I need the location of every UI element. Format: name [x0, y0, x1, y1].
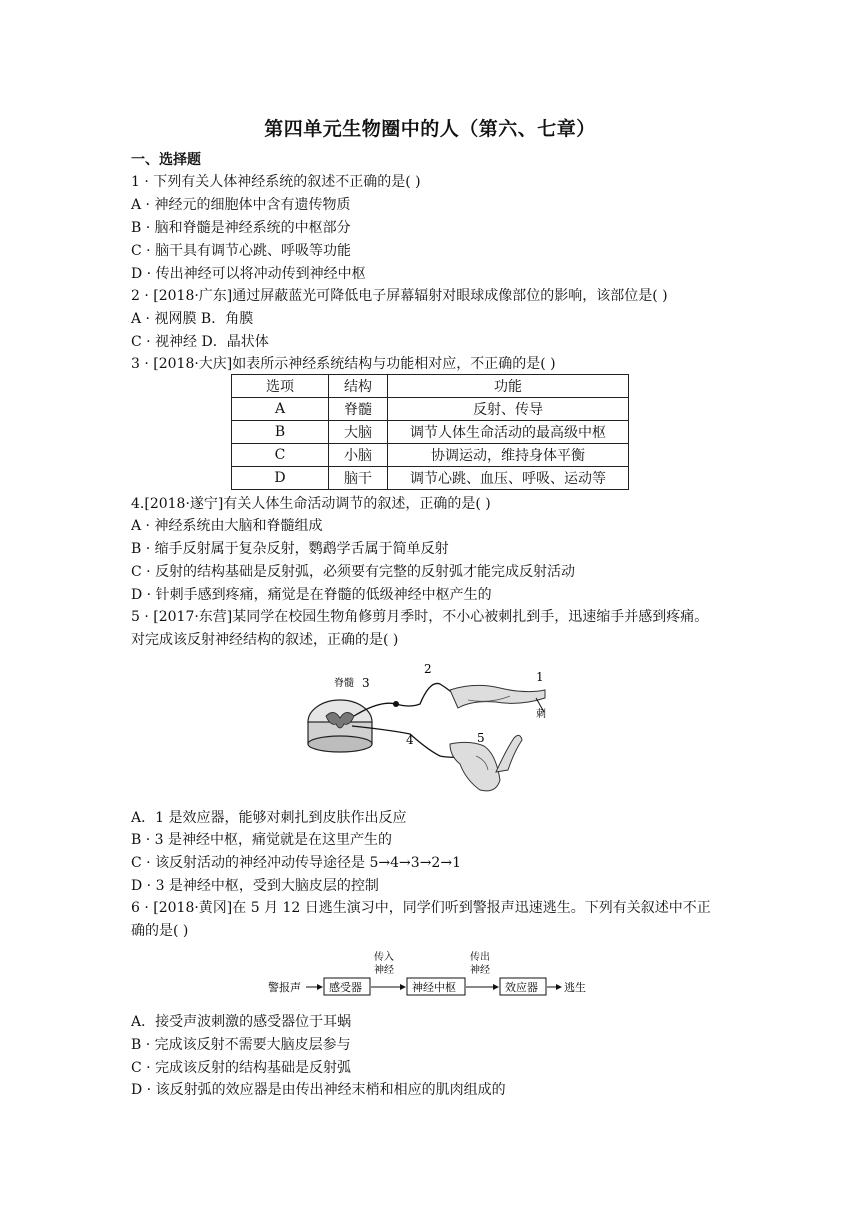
- label-3: 3: [362, 676, 370, 690]
- flow-start: 警报声: [268, 981, 301, 994]
- spinal-cord-label: 脊髓: [334, 678, 354, 689]
- flow-afferent-2: 神经: [374, 965, 394, 976]
- table-row: [232, 421, 629, 444]
- q1-option-c: C · 脑干具有调节心跳、呼吸等功能: [131, 243, 352, 259]
- table-cell: 小脑: [329, 444, 388, 467]
- reflex-flow-diagram: [266, 948, 596, 1000]
- q4-option-c: C · 反射的结构基础是反射弧，必须要有完整的反射弧才能完成反射活动: [131, 564, 576, 580]
- table-header: 功能: [388, 375, 629, 398]
- q3-stem: 3 · [2018·大庆]如表所示神经系统结构与功能相对应，不正确的是( ): [131, 356, 556, 372]
- q1-option-b: B · 脑和脊髓是神经系统的中枢部分: [131, 220, 351, 236]
- q4-option-a: A · 神经系统由大脑和脊髓组成: [131, 518, 323, 534]
- q5-option-b: B · 3 是神经中枢，痛觉就是在这里产生的: [131, 832, 392, 848]
- table-cell: 脊髓: [329, 398, 388, 421]
- q6-option-b: B · 完成该反射不需要大脑皮层参与: [131, 1037, 351, 1053]
- q4-option-d: D · 针刺手感到疼痛，痛觉是在脊髓的低级神经中枢产生的: [131, 587, 492, 603]
- q6-option-c: C · 完成该反射的结构基础是反射弧: [131, 1060, 352, 1076]
- reflex-flow-svg: [266, 948, 596, 1000]
- hand-lower: [496, 735, 522, 772]
- table-cell: 大脑: [329, 421, 388, 444]
- ganglion-dot: [393, 701, 399, 707]
- label-2: 2: [424, 662, 432, 676]
- flow-end: 逃生: [564, 981, 586, 994]
- table-header-row: [232, 375, 629, 398]
- flow-afferent-1: 传入: [374, 952, 394, 963]
- q1-option-a: A · 神经元的细胞体中含有遗传物质: [131, 197, 351, 213]
- flow-effector: 效应器: [505, 981, 538, 994]
- q1-option-d: D · 传出神经可以将冲动传到神经中枢: [131, 266, 366, 282]
- q4-option-b: B · 缩手反射属于复杂反射，鹦鹉学舌属于简单反射: [131, 541, 449, 557]
- table-cell: A: [232, 398, 329, 421]
- q3-table: [231, 374, 629, 490]
- table-cell: 调节心跳、血压、呼吸、运动等: [388, 467, 629, 490]
- table-cell: 协调运动，维持身体平衡: [388, 444, 629, 467]
- q6-option-d: D · 该反射弧的效应器是由传出神经末梢和相应的肌肉组成的: [131, 1082, 506, 1098]
- page-title: 第四单元生物圈中的人（第六、七章）: [264, 118, 596, 140]
- table-cell: B: [232, 421, 329, 444]
- table-cell: D: [232, 467, 329, 490]
- flow-efferent-2: 神经: [470, 965, 490, 976]
- label-4: 4: [406, 733, 414, 747]
- flow-efferent-1: 传出: [470, 952, 490, 963]
- label-1: 1: [536, 670, 544, 684]
- arm-lower: [450, 742, 500, 790]
- q2-options-cd: C · 视神经 D．晶状体: [131, 334, 269, 350]
- table-header: 结构: [329, 375, 388, 398]
- table-row: [232, 467, 629, 490]
- q6-stem-line1: 6 · [2018·黄冈]在 5 月 12 日逃生演习中，同学们听到警报声迅速逃生。下列有关叙述中不正: [131, 900, 711, 916]
- q5-option-c: C · 该反射活动的神经冲动传导途径是 5→4→3→2→1: [131, 855, 461, 871]
- thorn-label: 刺: [536, 709, 546, 720]
- q6-stem-line2: 确的是( ): [131, 923, 189, 939]
- q5-option-a: A．1 是效应器，能够对刺扎到皮肤作出反应: [131, 810, 407, 826]
- q2-options-ab: A · 视网膜 B．角膜: [131, 311, 254, 327]
- label-5: 5: [477, 731, 485, 745]
- q6-option-a: A．接受声波刺激的感受器位于耳蜗: [131, 1014, 352, 1030]
- flow-center: 神经中枢: [412, 981, 456, 994]
- table-cell: 调节人体生命活动的最高级中枢: [388, 421, 629, 444]
- table-header: 选项: [232, 375, 329, 398]
- table-row: [232, 444, 629, 467]
- q5-option-d: D · 3 是神经中枢，受到大脑皮层的控制: [131, 878, 379, 894]
- spinal-cord-section: [308, 700, 372, 752]
- afferent-nerve: [354, 683, 460, 716]
- reflex-arc-figure: [300, 660, 560, 800]
- q4-stem: 4.[2018·遂宁]有关人体生命活动调节的叙述，正确的是( ): [131, 496, 491, 512]
- table-cell: 反射、传导: [388, 398, 629, 421]
- section-heading: 一、选择题: [131, 152, 201, 168]
- table-row: [232, 398, 629, 421]
- reflex-arc-illustration: [300, 660, 560, 800]
- table-cell: 脑干: [329, 467, 388, 490]
- q1-stem: 1 · 下列有关人体神经系统的叙述不正确的是( ): [131, 174, 421, 190]
- arm-upper: [450, 685, 545, 708]
- table-cell: C: [232, 444, 329, 467]
- q5-stem-line1: 5 · [2017·东营]某同学在校园生物角修剪月季时，不小心被刺扎到手，迅速缩手并感到疼痛。: [131, 609, 709, 625]
- flow-receptor: 感受器: [329, 981, 362, 994]
- q5-stem-line2: 对完成该反射神经结构的叙述，正确的是( ): [131, 632, 399, 648]
- q2-stem: 2 · [2018·广东]通过屏蔽蓝光可降低电子屏幕辐射对眼球成像部位的影响，该部位是( ): [131, 288, 668, 304]
